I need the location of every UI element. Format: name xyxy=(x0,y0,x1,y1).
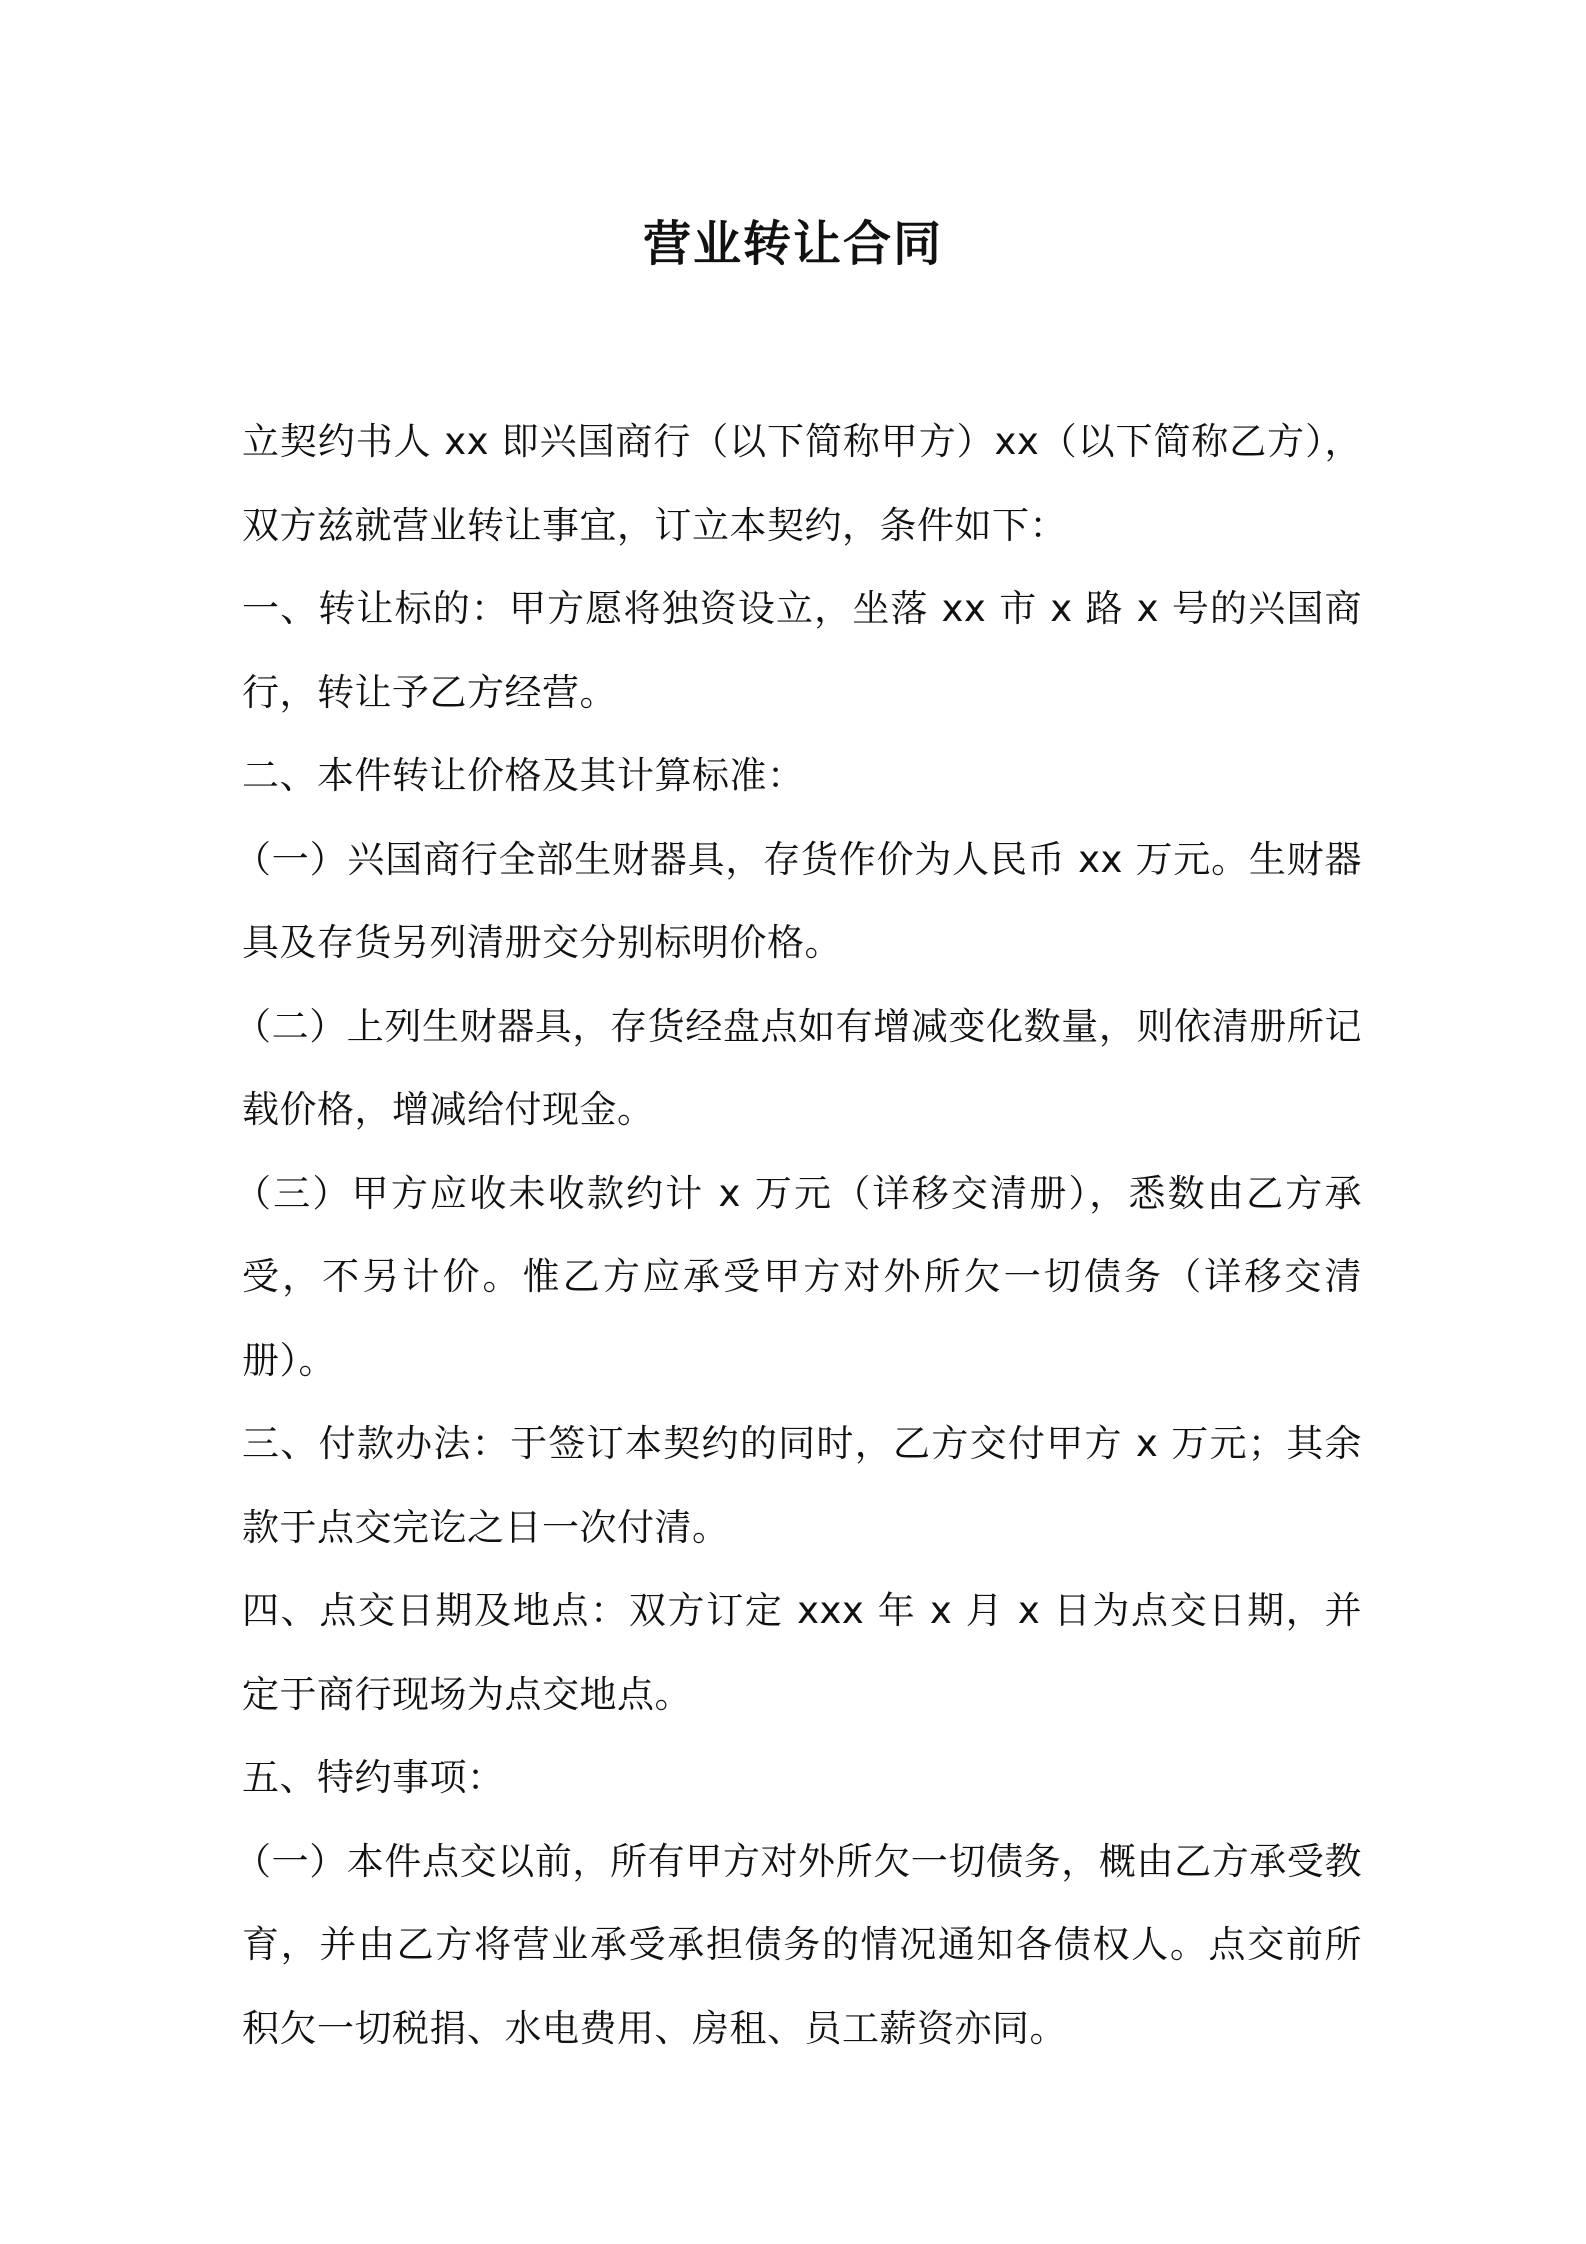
clause-2-item-3: （三）甲方应收未收款约计 x 万元（详移交清册），悉数由乙方承受，不另计价。惟乙方应承受甲方对外所欠一切债务（详移交清册）。 xyxy=(234,1171,1362,1382)
page-title: 营业转让合同 xyxy=(642,216,943,272)
clause-4-handover: 四、点交日期及地点：双方订定 xxx 年 x 月 x 日为点交日期，并定于商行现场为点交地点。 xyxy=(242,1589,1362,1716)
clause-5-heading: 五、特约事项： xyxy=(242,1756,505,1799)
clause-1-transfer-object: 一、转让标的：甲方愿将独资设立，坐落 xx 市 x 路 x 号的兴国商行，转让予乙方经营。 xyxy=(242,587,1362,714)
clause-2-item-1: （一）兴国商行全部生财器具，存货作价为人民币 xx 万元。生财器具及存货另列清册交分别标明价格。 xyxy=(234,837,1362,964)
contract-body xyxy=(234,400,1362,2070)
intro-paragraph: 立契约书人 xx 即兴国商行（以下简称甲方）xx（以下简称乙方），双方兹就营业转让事宜，订立本契约，条件如下： xyxy=(242,420,1362,547)
clause-2-heading: 二、本件转让价格及其计算标准： xyxy=(242,754,805,797)
clause-2-item-2: （二）上列生财器具，存货经盘点如有增减变化数量，则依清册所记载价格，增减给付现金。 xyxy=(234,1004,1362,1131)
clause-3-payment: 三、付款办法：于签订本契约的同时，乙方交付甲方 x 万元；其余款于点交完讫之日一次付清。 xyxy=(242,1422,1362,1549)
clause-5-item-1: （一）本件点交以前，所有甲方对外所欠一切债务，概由乙方承受教育，并由乙方将营业承受承担债务的情况通知各债权人。点交前所积欠一切税捐、水电费用、房租、员工薪资亦同。 xyxy=(234,1839,1362,2050)
